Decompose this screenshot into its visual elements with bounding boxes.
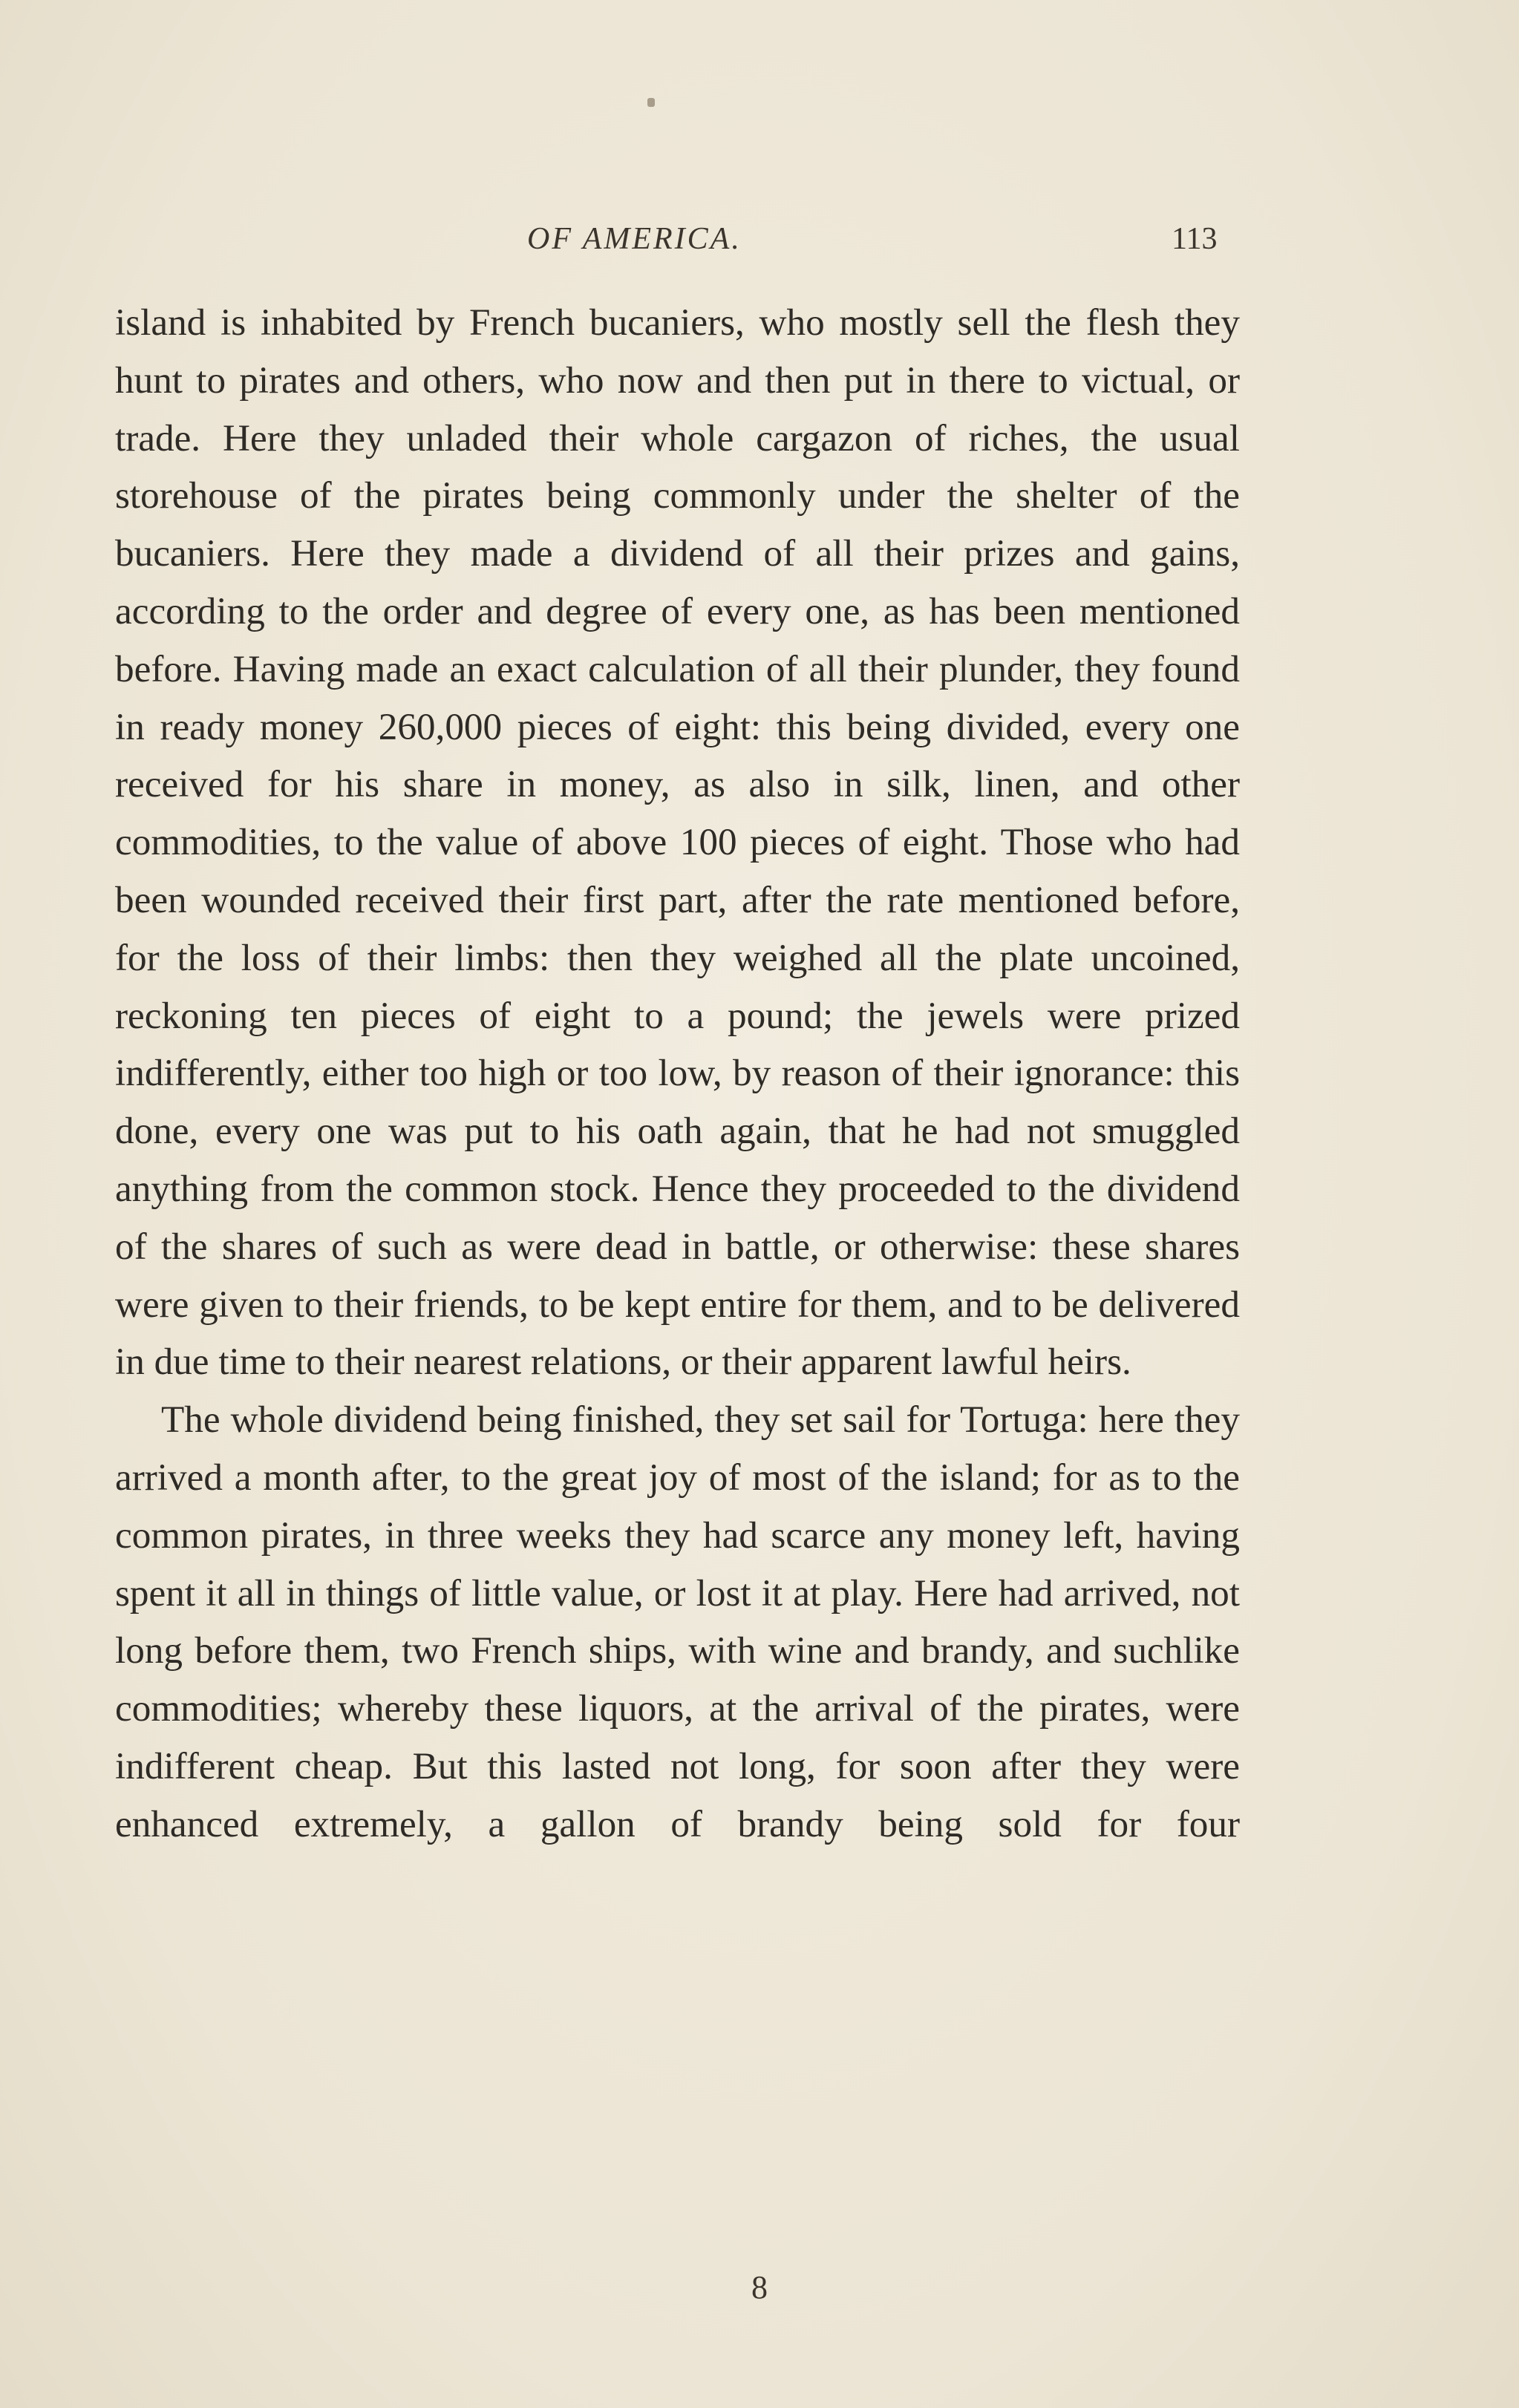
paragraph-1: island is inhabited by French bucaniers, who mostly sell the flesh they hunt to pirates and others, who now and then put in there to victual, or trade. Here they unladed their whole cargazon of riches, the usual storehouse of the pirates being commonly under the shelter of the bucaniers. Here they made a dividend of all their prizes and gains, according to the order and degree of every one, as has been mentioned before. Having made an exact calculation of all their plunder, they found in ready money 260,000 pieces of eight: this being divided, every one received for his share in money, as also in silk, linen, and other commodities, to the value of above 100 pieces of eight. Those who had been wounded received their first part, after the rate mentioned before, for the loss of their limbs: then they weighed all the plate uncoined, reckoning ten pieces of eight to a pound; the jewels were prized indifferently, either too high or too low, by reason of their ignorance: this done, every one was put to his oath again, that he had not smuggled anything from the common stock. Hence they proceeded to the dividend of the shares of such as were dead in battle, or otherwise: these shares were given to their friends, to be kept entire for them, and to be delivered in due time to their nearest relations, or their apparent lawful heirs.: [115, 301, 1240, 1384]
body-text: [115, 294, 1240, 1854]
page-number: 113: [1172, 222, 1218, 256]
running-head: [0, 221, 1519, 266]
ink-speck: [647, 98, 655, 107]
signature-mark: 8: [751, 2269, 768, 2306]
paragraph-2: The whole dividend being finished, they set sail for Tortuga: here they arrived a month after, to the great joy of most of the island; for as to the common pirates, in three weeks they had scarce any money left, having spent it all in things of little value, or lost it at play. Here had arrived, not long before them, two French ships, with wine and brandy, and suchlike commodities; whereby these liquors, at the arrival of the pirates, were indifferent cheap. But this lasted not long, for soon after they were enhanced extremely, a gallon of brandy being sold for four: [115, 1398, 1240, 1845]
running-head-title: OF AMERICA.: [527, 222, 742, 256]
